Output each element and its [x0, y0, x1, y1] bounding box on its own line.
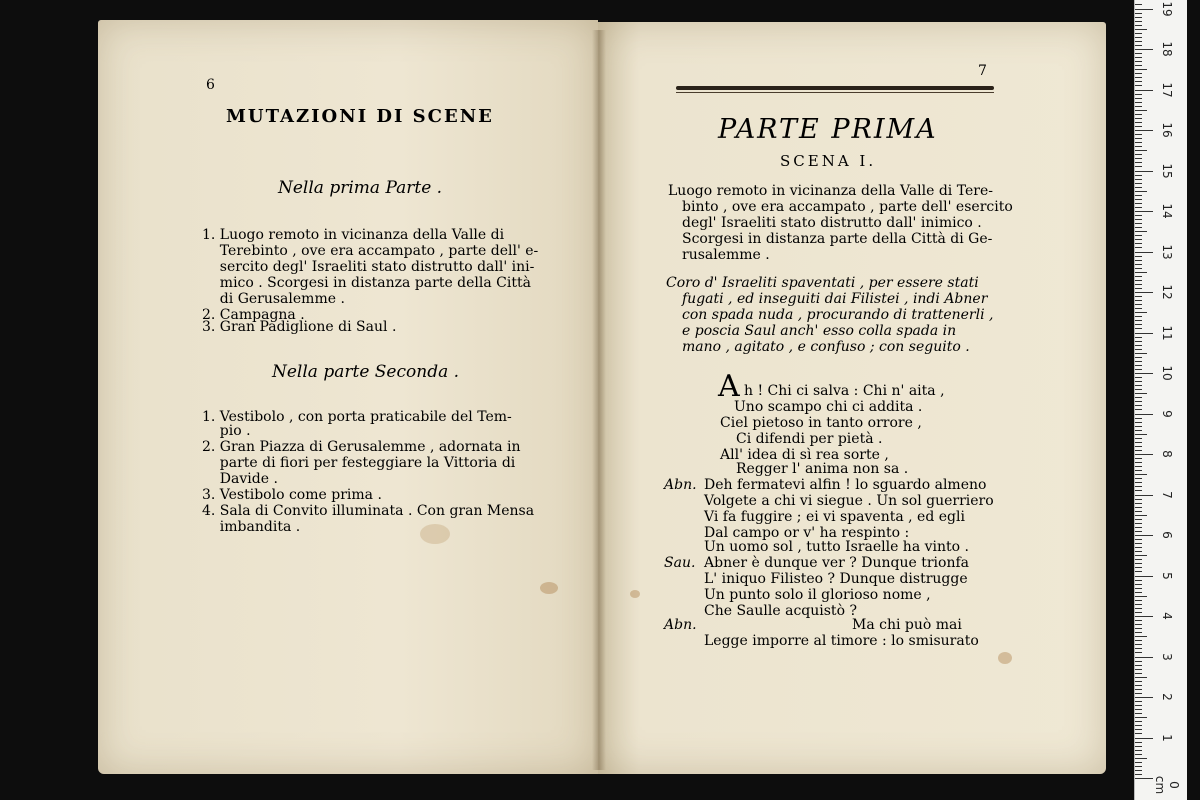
ruler-tick: [1135, 527, 1142, 528]
ruler-tick: [1135, 150, 1147, 151]
ruler-tick: [1135, 17, 1142, 18]
ruler-tick: [1135, 256, 1142, 257]
ruler-tick: [1135, 106, 1142, 107]
ruler-tick: [1135, 385, 1142, 386]
ruler-tick: [1135, 90, 1153, 91]
description-line: rusalemme .: [682, 247, 770, 263]
ruler-tick: [1135, 705, 1142, 706]
ruler-tick: [1135, 25, 1142, 26]
ruler-tick: [1135, 207, 1142, 208]
ruler-tick: [1135, 324, 1142, 325]
ruler-tick: [1135, 486, 1142, 487]
ruler-tick: [1135, 418, 1142, 419]
ruler-tick: [1135, 725, 1142, 726]
ruler-tick: [1135, 661, 1142, 662]
ruler-tick: [1135, 576, 1153, 577]
ruler-tick: [1135, 195, 1142, 196]
ruler-tick: [1135, 353, 1147, 354]
description-line: binto , ove era accampato , parte dell' esercito: [682, 199, 1013, 215]
ruler-label: 9: [1160, 409, 1174, 418]
ruler-tick: [1135, 223, 1142, 224]
scene-heading: SCENA I.: [780, 152, 877, 170]
ruler-tick: [1135, 758, 1147, 759]
header-rule-thin: [676, 92, 994, 93]
ruler-tick: [1135, 4, 1142, 5]
left-page: [98, 20, 598, 774]
ruler-tick: [1135, 130, 1153, 131]
ruler-tick: [1135, 754, 1142, 755]
stage-direction-line: fugati , ed inseguiti dai Filistei , indi Abner: [682, 291, 988, 307]
ruler-label: 8: [1160, 450, 1174, 458]
ruler-tick: [1135, 146, 1142, 147]
header-rule: [676, 86, 994, 90]
ruler-tick: [1135, 652, 1142, 653]
ruler-tick: [1135, 567, 1142, 568]
ruler-tick: [1135, 551, 1142, 552]
ruler-tick: [1135, 369, 1142, 370]
foxing-stain: [630, 590, 640, 598]
ruler-tick: [1135, 454, 1153, 455]
ruler-tick: [1135, 547, 1142, 548]
ruler-tick: [1135, 632, 1142, 633]
ruler-tick: [1135, 183, 1142, 184]
ruler-label: 6: [1160, 531, 1174, 539]
ruler-tick: [1135, 231, 1147, 232]
list-item: Terebinto , ove era accampato , parte dell' e-: [202, 243, 539, 259]
ruler-tick: [1135, 243, 1142, 244]
ruler-tick: [1135, 738, 1153, 739]
list-item: pio .: [202, 423, 251, 439]
ruler-tick: [1135, 73, 1142, 74]
ruler-tick: [1135, 563, 1142, 564]
ruler-tick: [1135, 624, 1142, 625]
ruler-tick: [1135, 766, 1142, 767]
ruler-tick: [1135, 677, 1147, 678]
ruler-tick: [1135, 102, 1142, 103]
ruler-tick: [1135, 657, 1153, 658]
ruler-label: 15: [1160, 162, 1174, 179]
ruler-tick: [1135, 264, 1142, 265]
ruler-tick: [1135, 304, 1142, 305]
list-item: Davide .: [202, 471, 278, 487]
ruler-label: 16: [1160, 122, 1174, 138]
ruler-tick: [1135, 41, 1142, 42]
ruler-tick: [1135, 333, 1153, 334]
ruler-tick: [1135, 430, 1142, 431]
ruler-tick: [1135, 426, 1142, 427]
speaker-label: Abn.: [664, 477, 697, 493]
ruler-tick: [1135, 539, 1142, 540]
list-item: mico . Scorgesi in distanza parte della Città: [202, 275, 531, 291]
ruler-tick: [1135, 179, 1142, 180]
ruler-tick: [1135, 373, 1153, 374]
verse-line: Ma chi può mai: [852, 617, 962, 633]
ruler-tick: [1135, 357, 1142, 358]
ruler-tick: [1135, 515, 1147, 516]
ruler-tick: [1135, 608, 1142, 609]
ruler-tick: [1135, 118, 1142, 119]
ruler-tick: [1135, 341, 1142, 342]
right-page-title: PARTE PRIMA: [718, 114, 938, 145]
ruler-tick: [1135, 511, 1142, 512]
ruler-tick: [1135, 284, 1142, 285]
list-item: sercito degl' Israeliti stato distrutto dall' ini-: [202, 259, 535, 275]
ruler-tick: [1135, 235, 1142, 236]
ruler-tick: [1135, 85, 1142, 86]
ruler-tick: [1135, 733, 1142, 734]
foxing-stain: [998, 652, 1012, 664]
ruler-tick: [1135, 361, 1142, 362]
ruler-tick: [1135, 227, 1142, 228]
verse-line: h ! Chi ci salva : Chi n' aita ,: [744, 383, 945, 399]
verse-line: Uno scampo chi ci addita .: [734, 399, 923, 415]
ruler-tick: [1135, 729, 1142, 730]
ruler-tick: [1135, 276, 1142, 277]
ruler-tick: [1135, 288, 1142, 289]
part2-heading: Nella parte Seconda .: [272, 362, 460, 382]
ruler-tick: [1135, 470, 1142, 471]
ruler-tick: [1135, 69, 1147, 70]
ruler-tick: [1135, 21, 1142, 22]
ruler-tick: [1135, 701, 1142, 702]
ruler-tick: [1135, 337, 1142, 338]
ruler-tick: [1135, 693, 1142, 694]
verse-line: Un punto solo il glorioso nome ,: [704, 587, 931, 603]
ruler-tick: [1135, 312, 1147, 313]
ruler-tick: [1135, 612, 1142, 613]
ruler-tick: [1135, 397, 1142, 398]
ruler-tick: [1135, 644, 1142, 645]
verse-line: Ci difendi per pietà .: [736, 431, 883, 447]
ruler-tick: [1135, 495, 1153, 496]
ruler-tick: [1135, 742, 1142, 743]
ruler-tick: [1135, 45, 1142, 46]
ruler-tick: [1135, 316, 1142, 317]
ruler-tick: [1135, 191, 1147, 192]
left-page-title: MUTAZIONI DI SCENE: [226, 106, 494, 127]
ruler-tick: [1135, 600, 1142, 601]
ruler-tick: [1135, 211, 1153, 212]
ruler-tick: [1135, 272, 1147, 273]
ruler-tick: [1135, 592, 1142, 593]
ruler-tick: [1135, 709, 1142, 710]
ruler-tick: [1135, 389, 1142, 390]
ruler-tick: [1135, 98, 1142, 99]
ruler-tick: [1135, 247, 1142, 248]
ruler-tick: [1135, 405, 1142, 406]
ruler-label: 13: [1160, 243, 1174, 260]
ruler-tick: [1135, 239, 1142, 240]
list-item: 2. Gran Piazza di Gerusalemme , adornata in: [202, 439, 521, 455]
ruler-tick: [1135, 523, 1142, 524]
ruler-tick: [1135, 65, 1142, 66]
speaker-label: Sau.: [664, 555, 696, 571]
ruler-tick: [1135, 138, 1142, 139]
ruler-tick: [1135, 81, 1142, 82]
verse-line: Abner è dunque ver ? Dunque trionfa: [704, 555, 969, 571]
ruler-tick: [1135, 628, 1142, 629]
ruler-label: 0 cm: [1153, 775, 1181, 795]
ruler-tick: [1135, 126, 1142, 127]
ruler-tick: [1135, 215, 1142, 216]
ruler-tick: [1135, 519, 1142, 520]
foxing-stain: [420, 524, 450, 544]
ruler-label: 17: [1160, 81, 1174, 98]
ruler-tick: [1135, 296, 1142, 297]
ruler-tick: [1135, 474, 1147, 475]
ruler-tick: [1135, 349, 1142, 350]
book-gutter: [592, 30, 606, 770]
ruler-tick: [1135, 260, 1142, 261]
ruler-tick: [1135, 490, 1142, 491]
ruler-tick: [1135, 507, 1142, 508]
ruler-tick: [1135, 571, 1142, 572]
ruler-tick: [1135, 57, 1142, 58]
ruler-tick: [1135, 442, 1142, 443]
ruler-tick: [1135, 531, 1142, 532]
list-item: 1. Vestibolo , con porta praticabile del Tem-: [202, 409, 512, 425]
ruler-tick: [1135, 685, 1142, 686]
ruler-tick: [1135, 252, 1153, 253]
ruler-label: 11: [1160, 324, 1174, 341]
drop-cap: A: [718, 369, 740, 404]
ruler-label: 2: [1160, 693, 1174, 701]
description-line: degl' Israeliti stato distrutto dall' inimico .: [682, 215, 982, 231]
ruler-tick: [1135, 669, 1142, 670]
ruler-tick: [1135, 175, 1142, 176]
ruler-tick: [1135, 616, 1153, 617]
ruler-tick: [1135, 414, 1153, 415]
ruler-tick: [1135, 122, 1142, 123]
ruler-tick: [1135, 620, 1142, 621]
ruler-tick: [1135, 114, 1142, 115]
ruler-tick: [1135, 588, 1142, 589]
ruler-label: 5: [1160, 571, 1174, 580]
ruler-tick: [1135, 158, 1142, 159]
ruler-tick: [1135, 365, 1142, 366]
ruler-tick: [1135, 422, 1142, 423]
ruler-tick: [1135, 268, 1142, 269]
ruler-tick: [1135, 328, 1142, 329]
ruler-tick: [1135, 438, 1142, 439]
verse-line: Legge imporre al timore : lo smisurato: [704, 633, 979, 649]
ruler-tick: [1135, 77, 1142, 78]
ruler-tick: [1135, 717, 1147, 718]
ruler-tick: [1135, 535, 1153, 536]
ruler-tick: [1135, 13, 1142, 14]
verse-line: Volgete a chi vi siegue . Un sol guerriero: [704, 493, 994, 509]
description-line: Scorgesi in distanza parte della Città di Ge-: [682, 231, 993, 247]
ruler-tick: [1135, 648, 1142, 649]
ruler-tick: [1135, 203, 1142, 204]
ruler-tick: [1135, 640, 1142, 641]
verse-line: L' iniquo Filisteo ? Dunque distrugge: [704, 571, 968, 587]
list-item: parte di fiori per festeggiare la Vittoria di: [202, 455, 516, 471]
stage-direction-line: e poscia Saul anch' esso colla spada in: [682, 323, 957, 339]
ruler-tick: [1135, 596, 1147, 597]
ruler-tick: [1135, 559, 1142, 560]
ruler-tick: [1135, 110, 1147, 111]
right-page-number: 7: [978, 63, 987, 79]
ruler-tick: [1135, 673, 1142, 674]
ruler-tick: [1135, 746, 1142, 747]
ruler-label: 18: [1160, 41, 1174, 57]
ruler-label: 1: [1160, 733, 1174, 742]
ruler-tick: [1135, 762, 1142, 763]
list-item: 2. Campagna .: [202, 307, 305, 323]
ruler-tick: [1135, 320, 1142, 321]
ruler-tick: [1135, 219, 1142, 220]
ruler-tick: [1135, 33, 1142, 34]
ruler-tick: [1135, 292, 1153, 293]
ruler-label: 19: [1160, 0, 1174, 17]
ruler-tick: [1135, 503, 1142, 504]
ruler-tick: [1135, 308, 1142, 309]
verse-line: Dal campo or v' ha respinto :: [704, 525, 910, 541]
ruler-tick: [1135, 142, 1142, 143]
ruler-tick: [1135, 162, 1142, 163]
stage-direction-line: mano , agitato , e confuso ; con seguito .: [682, 339, 970, 355]
verse-line: Un uomo sol , tutto Israelle ha vinto .: [704, 539, 969, 555]
ruler-tick: [1135, 381, 1142, 382]
ruler-tick: [1135, 300, 1142, 301]
ruler-label: 4: [1160, 612, 1174, 620]
stage-direction-line: Coro d' Israeliti spaventati , per essere stati: [666, 275, 979, 291]
ruler-tick: [1135, 580, 1142, 581]
list-item: imbandita .: [202, 519, 301, 535]
ruler-tick: [1135, 584, 1142, 585]
ruler-label: 12: [1160, 284, 1174, 300]
ruler-tick: [1135, 154, 1142, 155]
ruler-tick: [1135, 665, 1142, 666]
ruler-label: 3: [1160, 652, 1174, 661]
speaker-label: Abn.: [664, 617, 697, 633]
ruler-tick: [1135, 499, 1142, 500]
ruler-tick: [1135, 750, 1142, 751]
ruler-label: 7: [1160, 490, 1174, 499]
verse-line: All' idea di sì rea sorte ,: [720, 447, 889, 463]
verse-line: Deh fermatevi alfin ! lo sguardo almeno: [704, 477, 987, 493]
ruler-tick: [1135, 409, 1142, 410]
ruler-tick: [1135, 345, 1142, 346]
verse-line: Regger l' anima non sa .: [736, 461, 909, 477]
ruler-tick: [1135, 166, 1142, 167]
ruler-tick: [1135, 543, 1142, 544]
ruler-tick: [1135, 604, 1142, 605]
ruler-tick: [1135, 636, 1147, 637]
ruler-tick: [1135, 689, 1142, 690]
ruler-tick: [1135, 199, 1142, 200]
ruler-tick: [1135, 713, 1142, 714]
verse-line: Che Saulle acquistò ?: [704, 603, 857, 619]
ruler-tick: [1135, 450, 1142, 451]
stage-direction-line: con spada nuda , procurando di trattenerli ,: [682, 307, 994, 323]
description-line: Luogo remoto in vicinanza della Valle di Tere-: [668, 183, 993, 199]
ruler-tick: [1135, 482, 1142, 483]
ruler-tick: [1135, 555, 1147, 556]
list-item: 3. Gran Padiglione di Saul .: [202, 319, 397, 335]
ruler-tick: [1135, 94, 1142, 95]
ruler-tick: [1135, 134, 1142, 135]
ruler-tick: [1135, 49, 1153, 50]
ruler-tick: [1135, 53, 1142, 54]
measuring-ruler: [1134, 0, 1187, 800]
ruler-label: 14: [1160, 203, 1174, 219]
list-item: 1. Luogo remoto in vicinanza della Valle di: [202, 227, 505, 243]
ruler-label: 10: [1160, 365, 1174, 381]
ruler-tick: [1135, 37, 1142, 38]
ruler-tick: [1135, 462, 1142, 463]
list-item: 4. Sala di Convito illuminata . Con gran Mensa: [202, 503, 535, 519]
list-item: di Gerusalemme .: [202, 291, 345, 307]
ruler-tick: [1135, 697, 1153, 698]
ruler-tick: [1135, 171, 1153, 172]
ruler-tick: [1135, 774, 1142, 775]
left-page-number: 6: [206, 77, 215, 93]
ruler-tick: [1135, 29, 1147, 30]
verse-line: Ciel pietoso in tanto orrore ,: [720, 415, 922, 431]
verse-line: Vi fa fuggire ; ei vi spaventa , ed egli: [704, 509, 965, 525]
ruler-tick: [1135, 61, 1142, 62]
ruler-tick: [1135, 466, 1142, 467]
list-item: 3. Vestibolo come prima .: [202, 487, 382, 503]
ruler-tick: [1135, 478, 1142, 479]
ruler-tick: [1135, 446, 1142, 447]
ruler-tick: [1135, 778, 1153, 779]
ruler-tick: [1135, 401, 1142, 402]
ruler-tick: [1135, 458, 1142, 459]
ruler-tick: [1135, 681, 1142, 682]
ruler-tick: [1135, 377, 1142, 378]
ruler-tick: [1135, 9, 1153, 10]
foxing-stain: [540, 582, 558, 594]
ruler-tick: [1135, 393, 1147, 394]
part1-heading: Nella prima Parte .: [278, 178, 443, 198]
ruler-tick: [1135, 280, 1142, 281]
ruler-tick: [1135, 770, 1142, 771]
ruler-tick: [1135, 434, 1147, 435]
ruler-tick: [1135, 721, 1142, 722]
ruler-tick: [1135, 187, 1142, 188]
